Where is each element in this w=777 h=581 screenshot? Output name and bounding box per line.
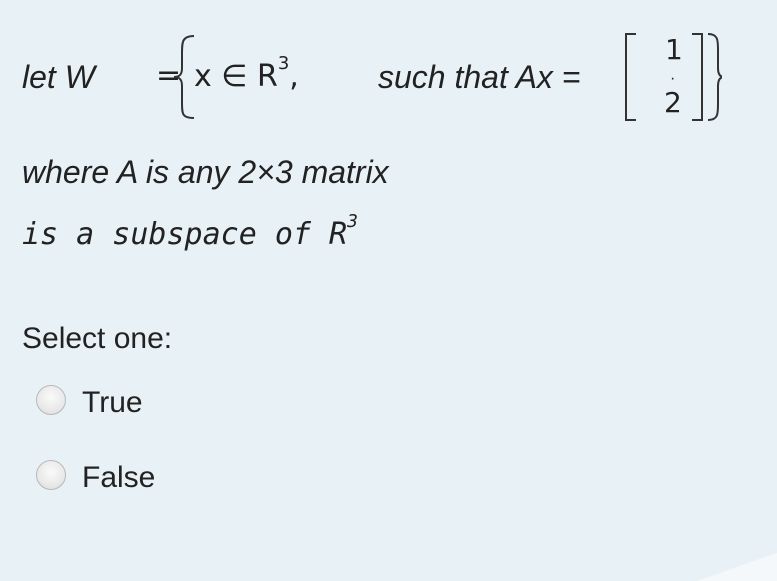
- vector-dots: ·: [670, 70, 676, 87]
- option-false-label[interactable]: False: [82, 461, 156, 494]
- option-true-label[interactable]: True: [82, 386, 143, 419]
- radio-false[interactable]: [36, 460, 66, 490]
- question-line-2: where A is any 2×3 matrix: [22, 154, 389, 190]
- radio-true[interactable]: [36, 385, 66, 415]
- question-element-of-r: [194, 53, 299, 94]
- comma-text: ,: [289, 59, 299, 94]
- question-line-3: [22, 211, 358, 252]
- question-such-that: such that Ax =: [378, 59, 581, 95]
- line-3-text: is a subspace of R: [22, 217, 348, 252]
- line-3-exponent: 3: [347, 211, 358, 232]
- question-let-w: let W: [22, 59, 95, 95]
- corner-decoration-icon: [697, 541, 777, 581]
- element-of-text: x ∈ R: [194, 59, 278, 94]
- vector-entry-1: 1: [665, 33, 683, 66]
- exponent-3: 3: [277, 53, 290, 74]
- vector-entry-2: 2: [664, 86, 682, 119]
- question-equals: =: [156, 58, 182, 93]
- select-one-label: Select one:: [22, 322, 173, 355]
